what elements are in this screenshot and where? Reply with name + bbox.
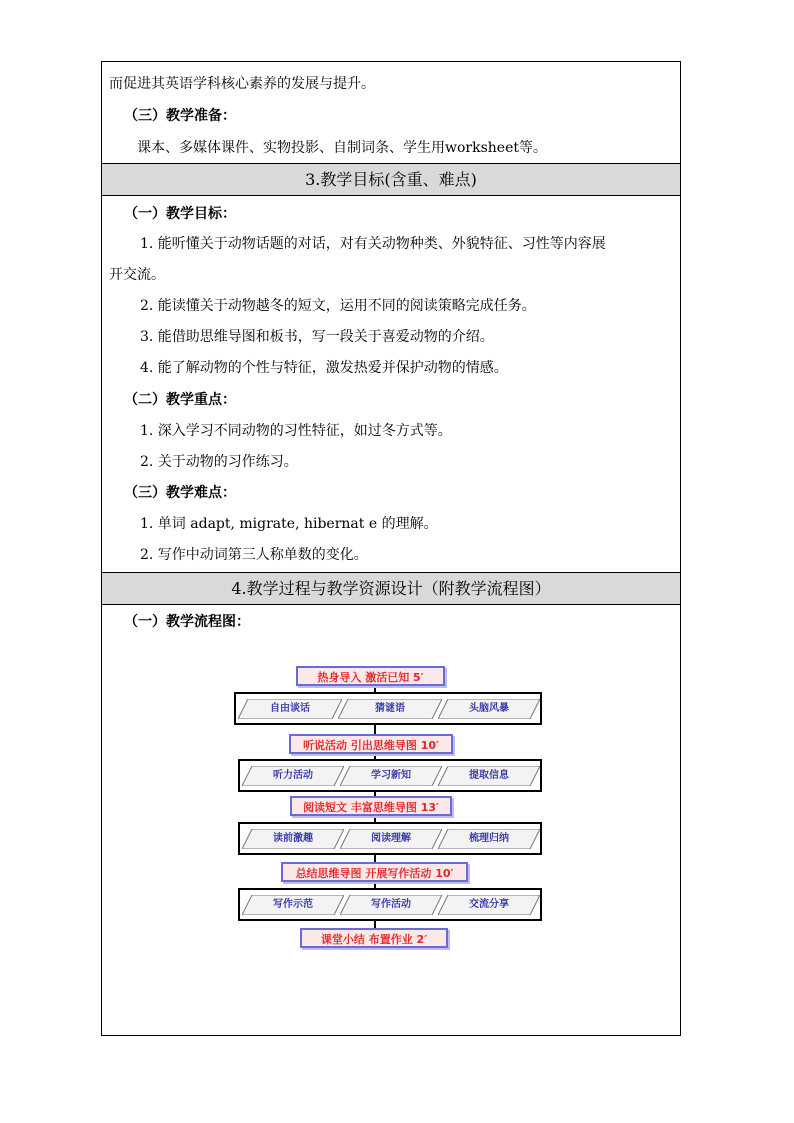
flow-cell: 交流分享 xyxy=(438,895,540,915)
flow-cell: 梳理归纳 xyxy=(438,829,540,849)
goals-heading: （一）教学目标： xyxy=(124,206,236,222)
flow-stage-5: 课堂小结 布置作业 2′ xyxy=(300,928,448,948)
goal-3: 3. 能借助思维导图和板书，写一段关于喜爱动物的介绍。 xyxy=(140,329,494,345)
flow-cell: 写作示范 xyxy=(242,895,344,915)
flow-row-1 xyxy=(234,692,542,725)
flow-cell: 猜谜语 xyxy=(338,699,442,719)
key-2: 2. 关于动物的习作练习。 xyxy=(140,454,298,470)
goal-1b: 开交流。 xyxy=(109,267,165,283)
intro-line: 而促进其英语学科核心素养的发展与提升。 xyxy=(109,76,375,92)
prep-text: 课本、多媒体课件、实物投影、自制词条、学生用worksheet等。 xyxy=(137,140,547,156)
flow-cell: 阅读理解 xyxy=(340,829,442,849)
flow-stage-3: 阅读短文 丰富思维导图 13′ xyxy=(290,796,452,816)
flow-cell: 头脑风暴 xyxy=(438,699,540,719)
flow-stage-4: 总结思维导图 开展写作活动 10′ xyxy=(281,862,468,882)
flow-heading: （一）教学流程图： xyxy=(124,614,250,630)
flow-cell: 写作活动 xyxy=(340,895,442,915)
diff-heading: （三）教学难点： xyxy=(124,485,236,501)
flow-cell: 学习新知 xyxy=(340,766,442,786)
prep-heading: （三）教学准备： xyxy=(124,108,236,124)
flow-cell: 听力活动 xyxy=(242,766,344,786)
diff-2: 2. 写作中动词第三人称单数的变化。 xyxy=(140,547,368,563)
section4-title: 4.教学过程与教学资源设计（附教学流程图） xyxy=(102,572,680,605)
flow-row-2 xyxy=(238,759,542,792)
flow-cell: 读前激趣 xyxy=(242,829,344,849)
flow-stage-1: 热身导入 激活已知 5′ xyxy=(296,666,445,686)
flow-row-3 xyxy=(238,822,542,855)
goal-2: 2. 能读懂关于动物越冬的短文，运用不同的阅读策略完成任务。 xyxy=(140,298,536,314)
flow-cell: 提取信息 xyxy=(438,766,540,786)
section3-title: 3.教学目标(含重、难点) xyxy=(102,163,680,196)
key-heading: （二）教学重点： xyxy=(124,392,236,408)
flow-row-4 xyxy=(238,888,542,921)
goal-1a: 1. 能听懂关于动物话题的对话，对有关动物种类、外貌特征、习性等内容展 xyxy=(140,236,606,252)
key-1: 1. 深入学习不同动物的习性特征，如过冬方式等。 xyxy=(140,423,452,439)
goal-4: 4. 能了解动物的个性与特征，激发热爱并保护动物的情感。 xyxy=(140,360,508,376)
flow-cell: 自由谈话 xyxy=(238,699,342,719)
flow-stage-2: 听说活动 引出思维导图 10′ xyxy=(289,734,453,754)
diff-1: 1. 单词 adapt, migrate, hibernat e 的理解。 xyxy=(140,516,438,532)
